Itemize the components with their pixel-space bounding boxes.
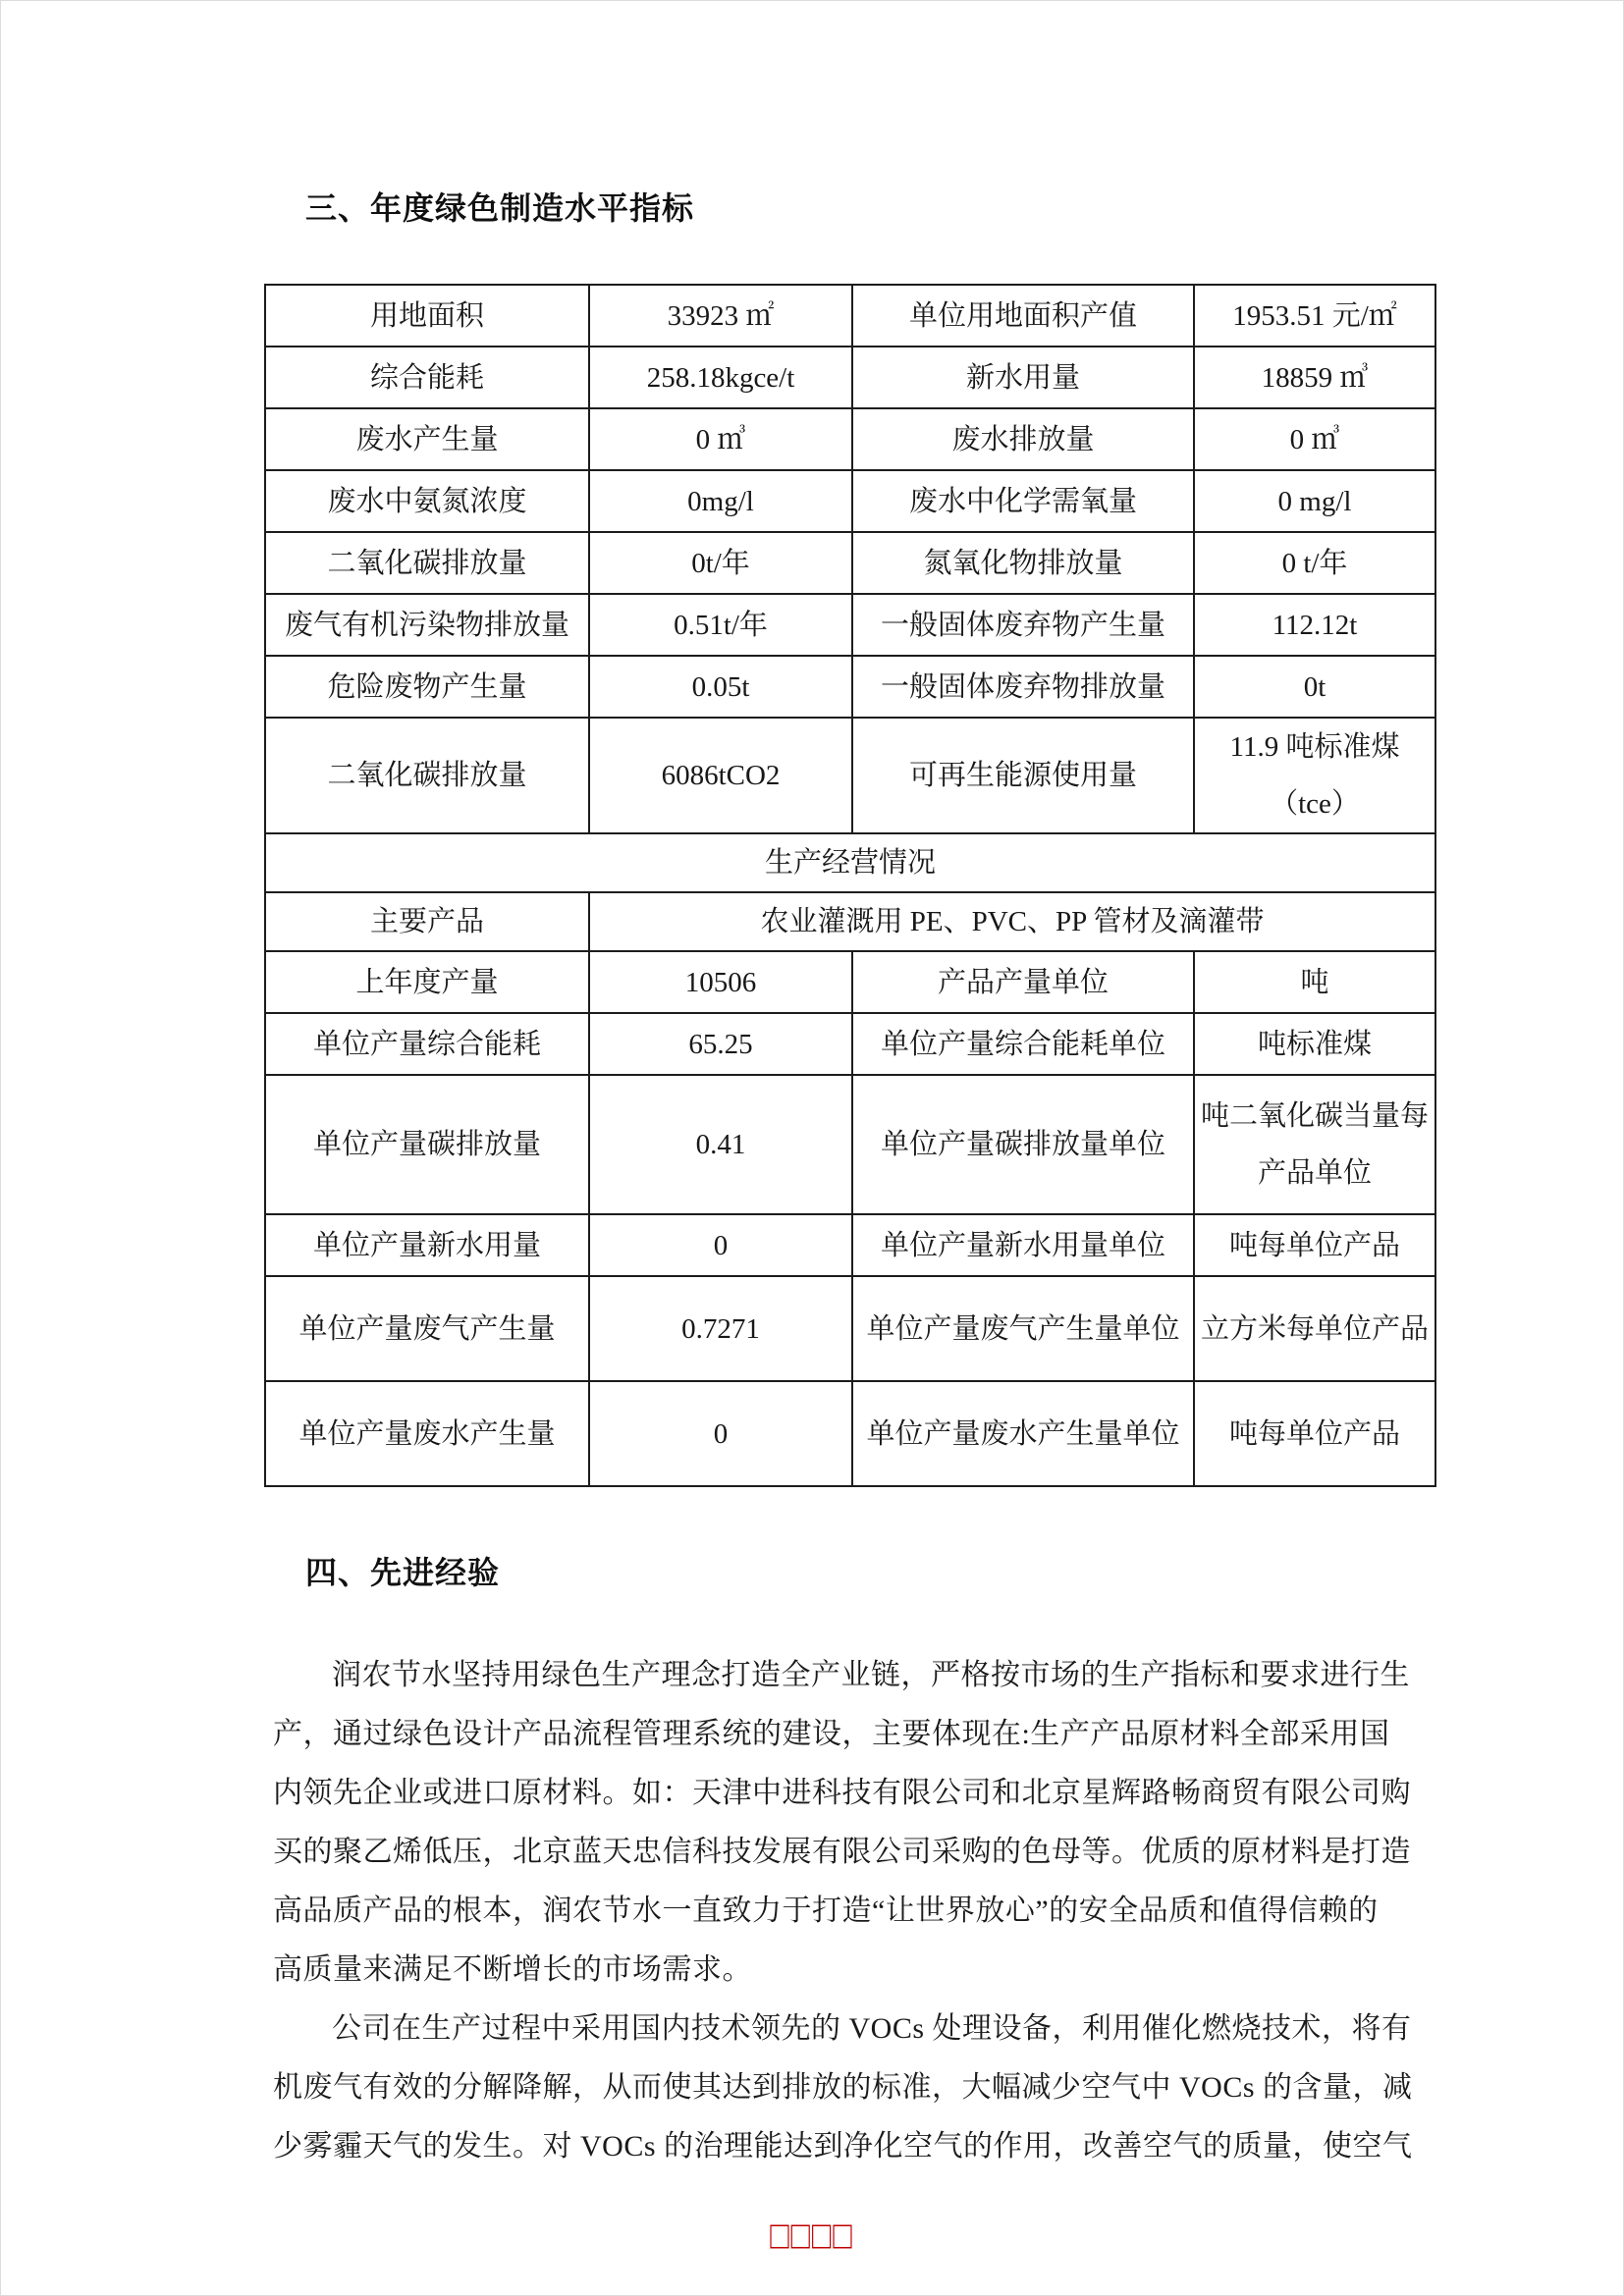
indicator-value: 0.05t [589, 656, 852, 718]
indicator-label: 一般固体废弃物排放量 [852, 656, 1194, 718]
indicator-label: 用地面积 [265, 285, 589, 347]
indicator-label: 二氧化碳排放量 [265, 718, 589, 833]
indicator-label: 单位产量综合能耗单位 [852, 1013, 1194, 1075]
indicator-label: 单位产量综合能耗 [265, 1013, 589, 1075]
indicator-value: 0 mg/l [1194, 470, 1435, 532]
product-row [265, 892, 1435, 951]
product-value-cell: 农业灌溉用 PE、PVC、PP 管材及滴灌带 [589, 892, 1435, 951]
indicator-value: 258.18kgce/t [589, 347, 852, 408]
green-manufacturing-indicator-table [264, 284, 1436, 1487]
text-line: 高质量来满足不断增长的市场需求。 [273, 1953, 752, 1986]
indicator-value: 11.9 吨标准煤（tce） [1194, 718, 1435, 833]
text-line: 机废气有效的分解降解，从而使其达到排放的标准，大幅减少空气中 VOCs 的含量，减 [273, 2071, 1413, 2104]
indicator-value: 吨标准煤 [1194, 1013, 1435, 1075]
experience-paragraph-2 [273, 2000, 1427, 2176]
indicator-label: 废水排放量 [852, 408, 1194, 470]
indicator-label: 主要产品 [265, 892, 589, 951]
indicator-value: 立方米每单位产品 [1194, 1276, 1435, 1381]
indicator-value: 65.25 [589, 1013, 852, 1075]
indicator-label: 氮氧化物排放量 [852, 532, 1194, 594]
table-row [265, 470, 1435, 532]
indicator-label: 新水用量 [852, 347, 1194, 408]
indicator-label: 单位产量废水产生量 [265, 1381, 589, 1486]
table-row [265, 408, 1435, 470]
indicator-value: 33923 ㎡ [589, 285, 852, 347]
indicator-value: 0.41 [589, 1075, 852, 1214]
indicator-label: 废水产生量 [265, 408, 589, 470]
section-3-heading: 三、年度绿色制造水平指标 [305, 190, 695, 226]
indicator-label: 废气有机污染物排放量 [265, 594, 589, 656]
indicator-value: 吨二氧化碳当量每产品单位 [1194, 1075, 1435, 1214]
indicator-value: 18859 ㎥ [1194, 347, 1435, 408]
indicator-label: 废水中化学需氧量 [852, 470, 1194, 532]
indicator-value: 0t/年 [589, 532, 852, 594]
table-row [265, 718, 1435, 833]
indicator-label: 单位产量废水产生量单位 [852, 1381, 1194, 1486]
indicator-value: 吨每单位产品 [1194, 1381, 1435, 1486]
table-row [265, 1381, 1435, 1486]
indicator-value: 吨 [1194, 951, 1435, 1013]
indicator-label: 一般固体废弃物产生量 [852, 594, 1194, 656]
indicator-value: 0.51t/年 [589, 594, 852, 656]
indicator-label: 危险废物产生量 [265, 656, 589, 718]
indicator-label: 单位产量新水用量单位 [852, 1214, 1194, 1276]
indicator-value: 0mg/l [589, 470, 852, 532]
footer-text: □□□□ [770, 2213, 854, 2258]
indicator-value: 10506 [589, 951, 852, 1013]
section-header-row [265, 833, 1435, 892]
indicator-value: 0 [589, 1214, 852, 1276]
indicator-label: 单位用地面积产值 [852, 285, 1194, 347]
text-line: 润农节水坚持用绿色生产理念打造全产业链，严格按市场的生产指标和要求进行生 [332, 1659, 1410, 1691]
indicator-value: 0 ㎥ [1194, 408, 1435, 470]
indicator-value: 112.12t [1194, 594, 1435, 656]
indicator-label: 单位产量新水用量 [265, 1214, 589, 1276]
table-row [265, 1276, 1435, 1381]
text-line: 买的聚乙烯低压，北京蓝天忠信科技发展有限公司采购的色母等。优质的原材料是打造 [273, 1836, 1411, 1868]
indicator-value: 0 t/年 [1194, 532, 1435, 594]
table-row [265, 1214, 1435, 1276]
experience-paragraph-1 [273, 1646, 1427, 2000]
table-row [265, 951, 1435, 1013]
text-line: 公司在生产过程中采用国内技术领先的 VOCs 处理设备，利用催化燃烧技术，将有 [332, 2012, 1412, 2045]
table-row [265, 347, 1435, 408]
page-footer [1, 2213, 1623, 2258]
table-row [265, 656, 1435, 718]
text-line: 产，通过绿色设计产品流程管理系统的建设，主要体现在:生产产品原材料全部采用国 [273, 1718, 1390, 1750]
indicator-label: 产品产量单位 [852, 951, 1194, 1013]
indicator-value: 0t [1194, 656, 1435, 718]
section-4-heading: 四、先进经验 [305, 1555, 501, 1590]
table-row [265, 532, 1435, 594]
table-row [265, 1013, 1435, 1075]
text-line: 少雾霾天气的发生。对 VOCs 的治理能达到净化空气的作用，改善空气的质量，使空气 [273, 2130, 1413, 2163]
indicator-label: 上年度产量 [265, 951, 589, 1013]
indicator-value: 吨每单位产品 [1194, 1214, 1435, 1276]
table-row [265, 594, 1435, 656]
indicator-label: 可再生能源使用量 [852, 718, 1194, 833]
indicator-label: 单位产量废气产生量单位 [852, 1276, 1194, 1381]
indicator-value: 0.7271 [589, 1276, 852, 1381]
indicator-label: 废水中氨氮浓度 [265, 470, 589, 532]
indicator-label: 单位产量碳排放量单位 [852, 1075, 1194, 1214]
indicator-value: 0 ㎥ [589, 408, 852, 470]
indicator-label: 单位产量废气产生量 [265, 1276, 589, 1381]
indicator-label: 综合能耗 [265, 347, 589, 408]
indicator-label: 二氧化碳排放量 [265, 532, 589, 594]
text-line: 内领先企业或进口原材料。如：天津中进科技有限公司和北京星辉路畅商贸有限公司购 [273, 1777, 1411, 1809]
indicator-label: 单位产量碳排放量 [265, 1075, 589, 1214]
table-row [265, 285, 1435, 347]
indicator-value: 0 [589, 1381, 852, 1486]
text-line: 高品质产品的根本，润农节水一直致力于打造“让世界放心”的安全品质和值得信赖的 [273, 1895, 1379, 1927]
indicator-value: 1953.51 元/㎡ [1194, 285, 1435, 347]
table-row [265, 1075, 1435, 1214]
indicator-value: 6086tCO2 [589, 718, 852, 833]
section-header-cell: 生产经营情况 [265, 833, 1435, 892]
